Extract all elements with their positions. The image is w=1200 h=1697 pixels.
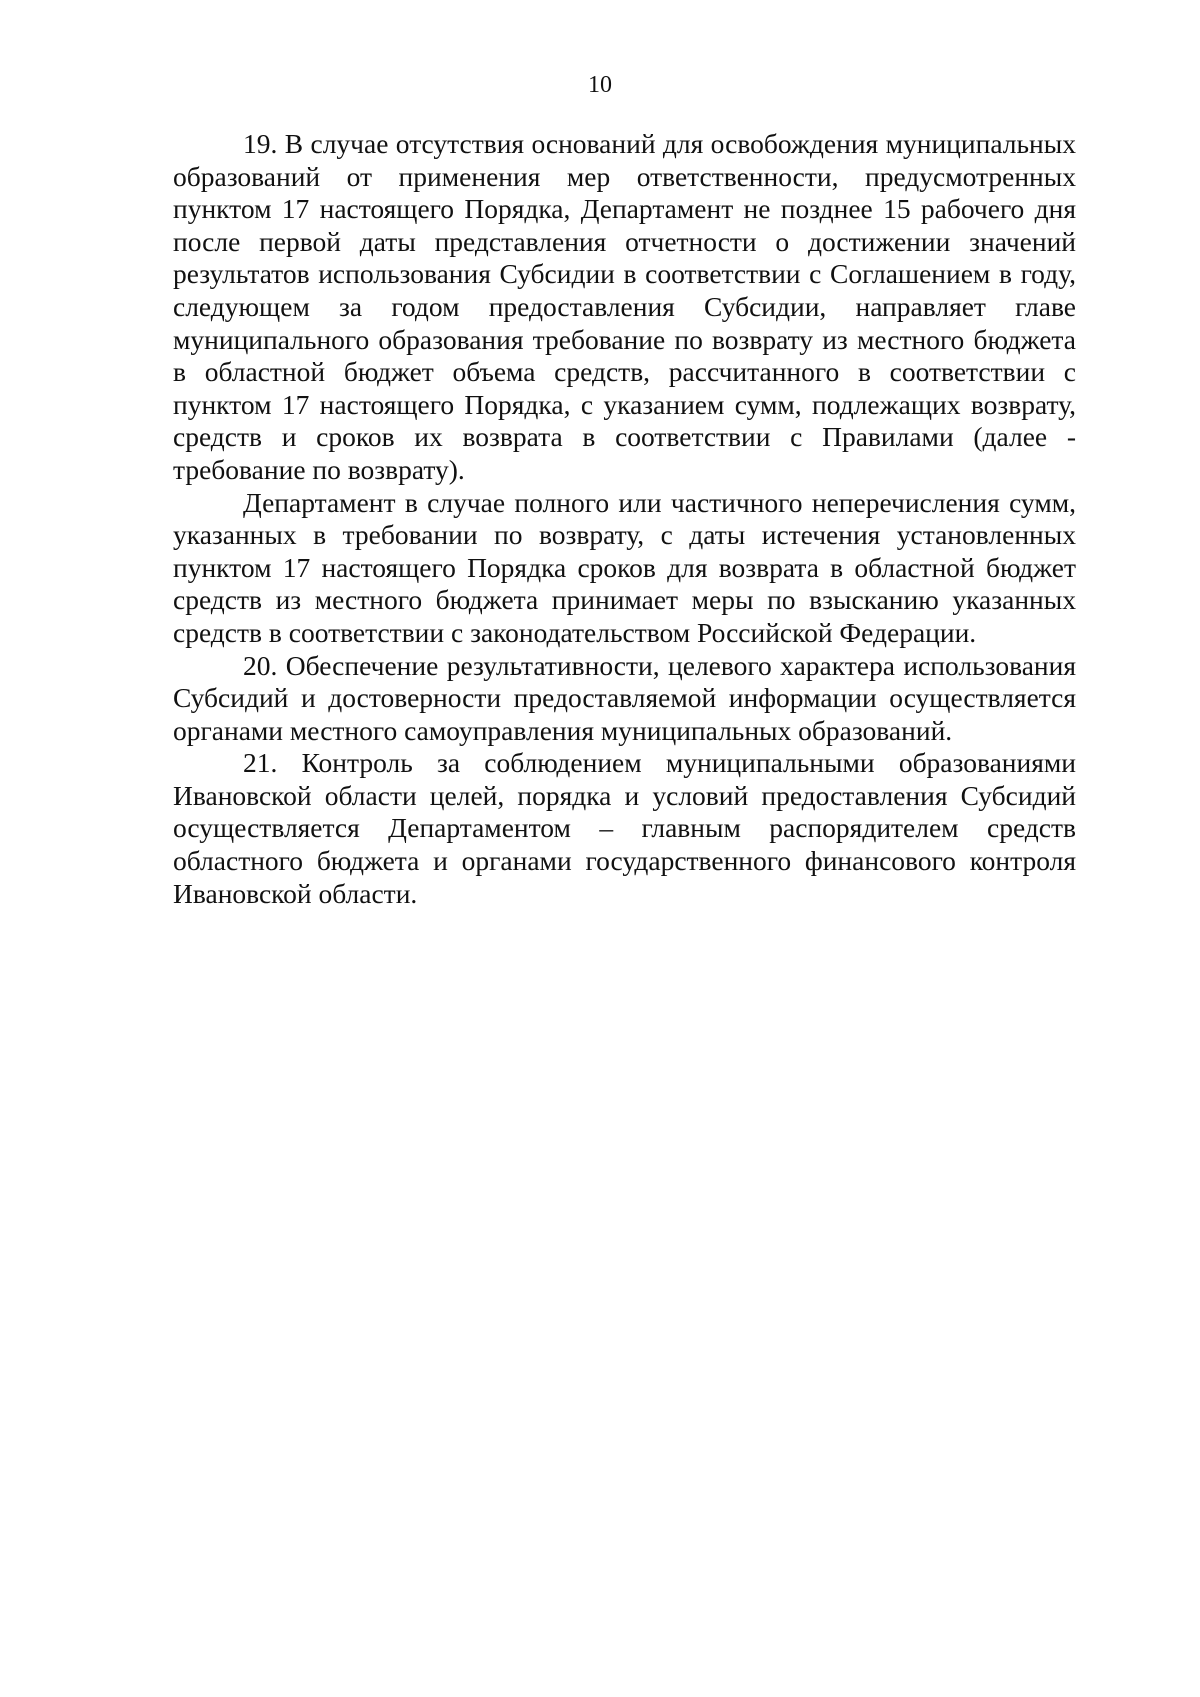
paragraph-19-continued: Департамент в случае полного или частичного неперечисления сумм, указанных в требовании по возврату, с даты истечения установленных пунктом 17 настоящего Порядка сроков для возврата в областной бюджет средств из местного бюджета принимает меры по взысканию указанных средств в соответствии с законодательством Российской Федерации. bbox=[173, 486, 1076, 648]
paragraph-20: 20. Обеспечение результативности, целевого характера использования Субсидий и достоверности предоставляемой информации осуществляется органами местного самоуправления муниципальных образований. bbox=[173, 649, 1076, 746]
page-number: 10 bbox=[588, 72, 612, 98]
paragraph-19: 19. В случае отсутствия оснований для освобождения муниципальных образований от применения мер ответственности, предусмотренных пунктом 17 настоящего Порядка, Департамент не позднее 15 рабочего дня после первой даты представления отчетности о достижении значений результатов использования Субсидии в соответствии с Соглашением в году, следующем за годом предоставления Субсидии, направляет главе муниципального образования требование по возврату из местного бюджета в областной бюджет объема средств, рассчитанного в соответствии с пунктом 17 настоящего Порядка, с указанием сумм, подлежащих возврату, средств и сроков их возврата в соответствии с Правилами (далее - требование по возврату). bbox=[173, 128, 1076, 485]
paragraph-21: 21. Контроль за соблюдением муниципальными образованиями Ивановской области целей, порядка и условий предоставления Субсидий осуществляется Департаментом – главным распорядителем средств областного бюджета и органами государственного финансового контроля Ивановской области. bbox=[173, 747, 1076, 909]
document-body bbox=[173, 128, 1076, 910]
